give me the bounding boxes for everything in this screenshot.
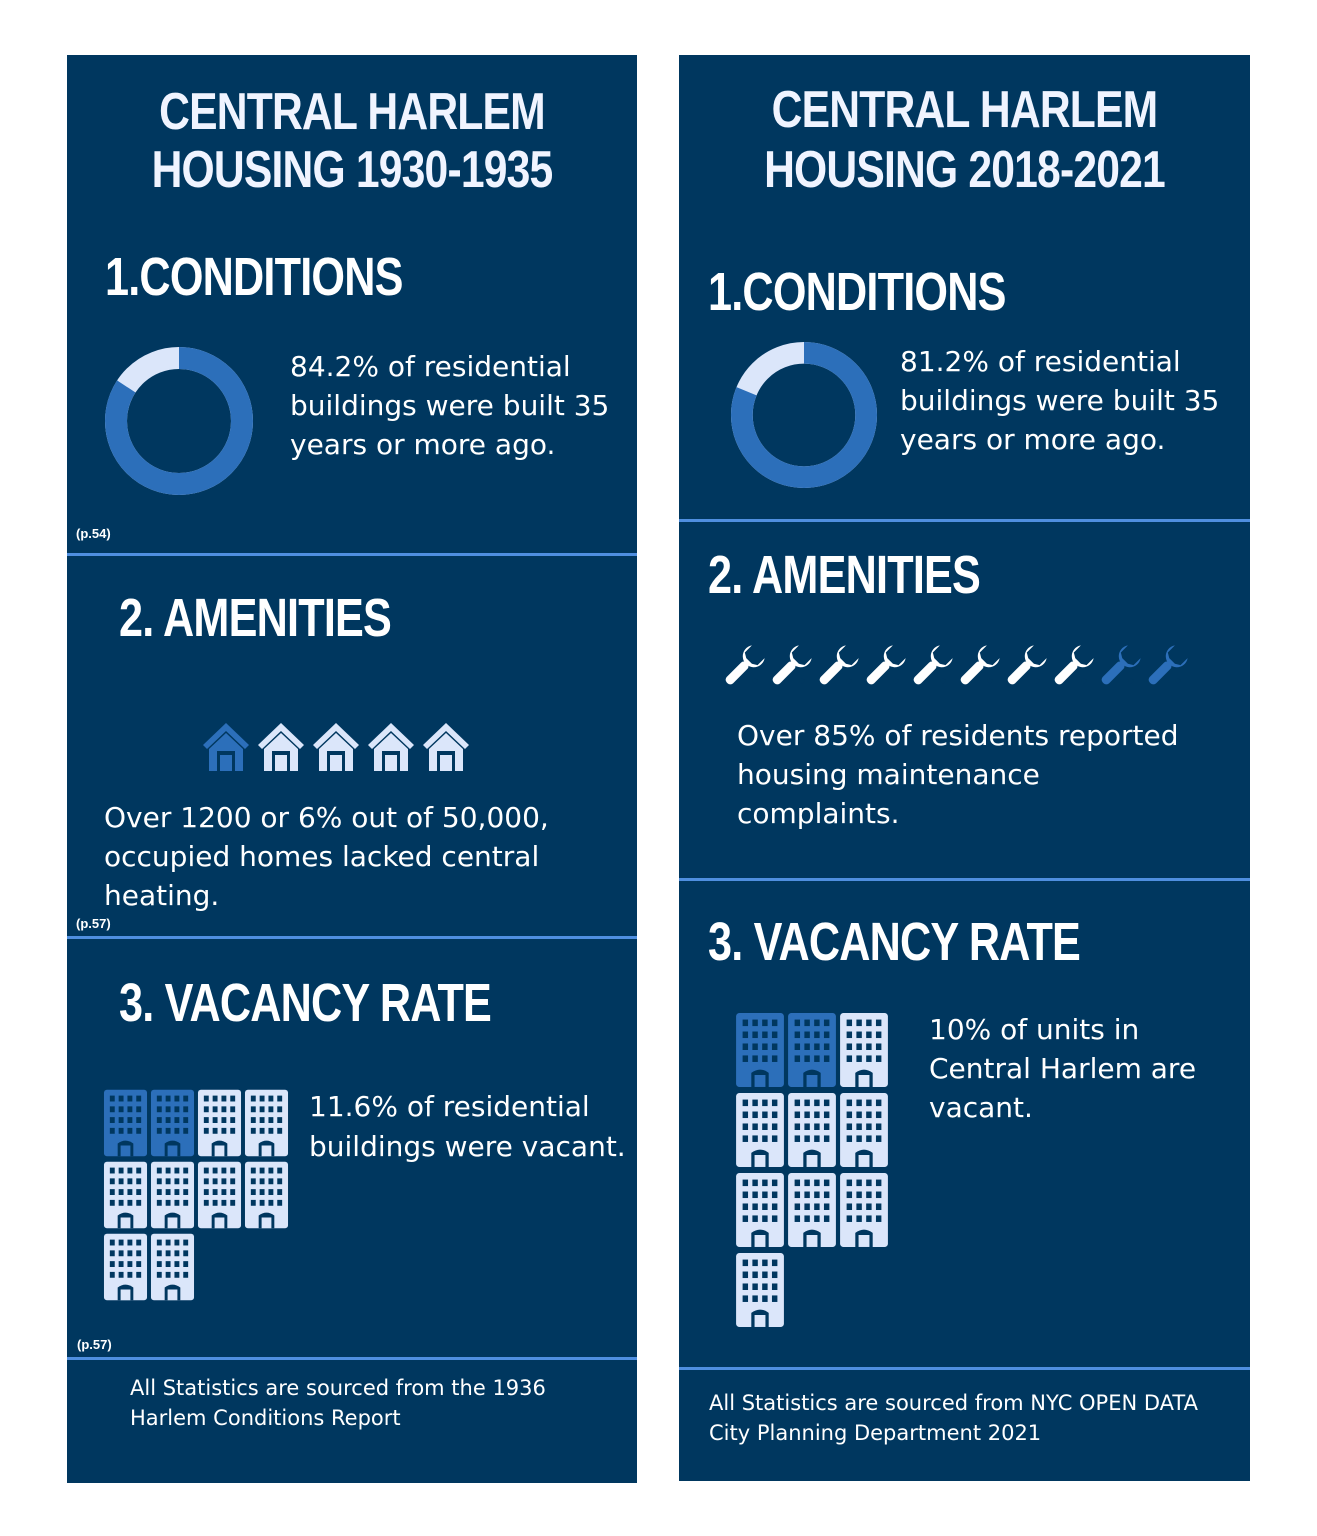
left-building-icon [150,1160,195,1230]
right-divider-1 [679,519,1250,522]
left-building-icon [103,1232,148,1302]
right-wrench-icon [860,643,907,693]
right-conditions-heading: 1.CONDITIONS [708,262,1006,322]
left-conditions-source: (p.54) [76,526,111,541]
right-building-icon [787,1091,837,1169]
left-divider-3 [67,1357,637,1360]
right-wrench-icon [1142,643,1189,693]
right-building-icon [735,1091,785,1169]
right-wrench-icon [1001,643,1048,693]
right-wrench-icon [766,643,813,693]
right-wrench-icon [954,643,1001,693]
right-amenities-text: Over 85% of residents reported housing maintenance complaints. [737,719,1179,830]
right-building-icon [735,1251,785,1329]
left-house-icon [419,719,473,775]
left-infographic-panel [67,55,637,1483]
right-building-icon [839,1091,889,1169]
right-building-icon [839,1171,889,1249]
right-building-icon [787,1011,837,1089]
left-title-line2: HOUSING 1930-1935 [151,141,553,199]
left-vacancy-text: 11.6% of residential buildings were vacant. [309,1090,626,1163]
right-footer-source: All Statistics are sourced from NYC OPEN DATA City Planning Department 2021 [709,1391,1198,1445]
left-vacancy-source: (p.57) [77,1337,112,1352]
right-wrench-icon-row [719,643,1189,693]
right-vacancy-text: 10% of units in Central Harlem are vacant. [929,1013,1197,1124]
right-wrench-icon [907,643,954,693]
left-house-icon [364,719,418,775]
right-conditions-donut-chart [729,340,879,490]
right-infographic-panel [679,55,1250,1481]
right-wrench-icon [1095,643,1142,693]
left-divider-2 [67,936,637,939]
right-building-icon [735,1171,785,1249]
right-building-icon [735,1011,785,1089]
left-amenities-heading: 2. AMENITIES [119,588,392,648]
right-building-icon-grid [735,1011,891,1331]
right-wrench-icon [719,643,766,693]
left-house-icon [254,719,308,775]
right-divider-2 [679,878,1250,881]
right-title-line1: CENTRAL HARLEM [771,81,1158,139]
left-amenities-source: (p.57) [76,916,111,931]
left-amenities-text: Over 1200 or 6% out of 50,000, occupied homes lacked central heating. [104,801,549,912]
right-wrench-icon [1048,643,1095,693]
right-conditions-text: 81.2% of residential buildings were built 35 years or more ago. [900,345,1220,456]
right-vacancy-heading: 3. VACANCY RATE [708,912,1081,972]
left-conditions-text: 84.2% of residential buildings were built 35 years or more ago. [290,350,610,461]
left-building-icon [150,1088,195,1158]
left-building-icon [103,1160,148,1230]
left-house-icon [199,719,253,775]
left-building-icon [150,1232,195,1302]
left-vacancy-heading: 3. VACANCY RATE [119,973,492,1033]
right-building-icon [839,1011,889,1089]
left-building-icon [197,1160,242,1230]
left-conditions-donut-chart [103,345,255,497]
left-footer-source: All Statistics are sourced from the 1936 Harlem Conditions Report [130,1376,546,1430]
left-building-icon [197,1088,242,1158]
right-building-icon [787,1171,837,1249]
left-divider-1 [67,553,637,556]
left-title-line1: CENTRAL HARLEM [159,83,545,141]
right-wrench-icon [813,643,860,693]
left-building-icon-grid [103,1088,291,1304]
left-building-icon [244,1088,289,1158]
right-divider-3 [679,1367,1250,1370]
left-conditions-heading: 1.CONDITIONS [105,247,403,307]
left-building-icon [244,1160,289,1230]
right-amenities-heading: 2. AMENITIES [708,545,981,605]
left-building-icon [103,1088,148,1158]
right-title-line2: HOUSING 2018-2021 [764,141,1165,199]
left-house-icon-row [199,719,474,775]
left-house-icon [309,719,363,775]
